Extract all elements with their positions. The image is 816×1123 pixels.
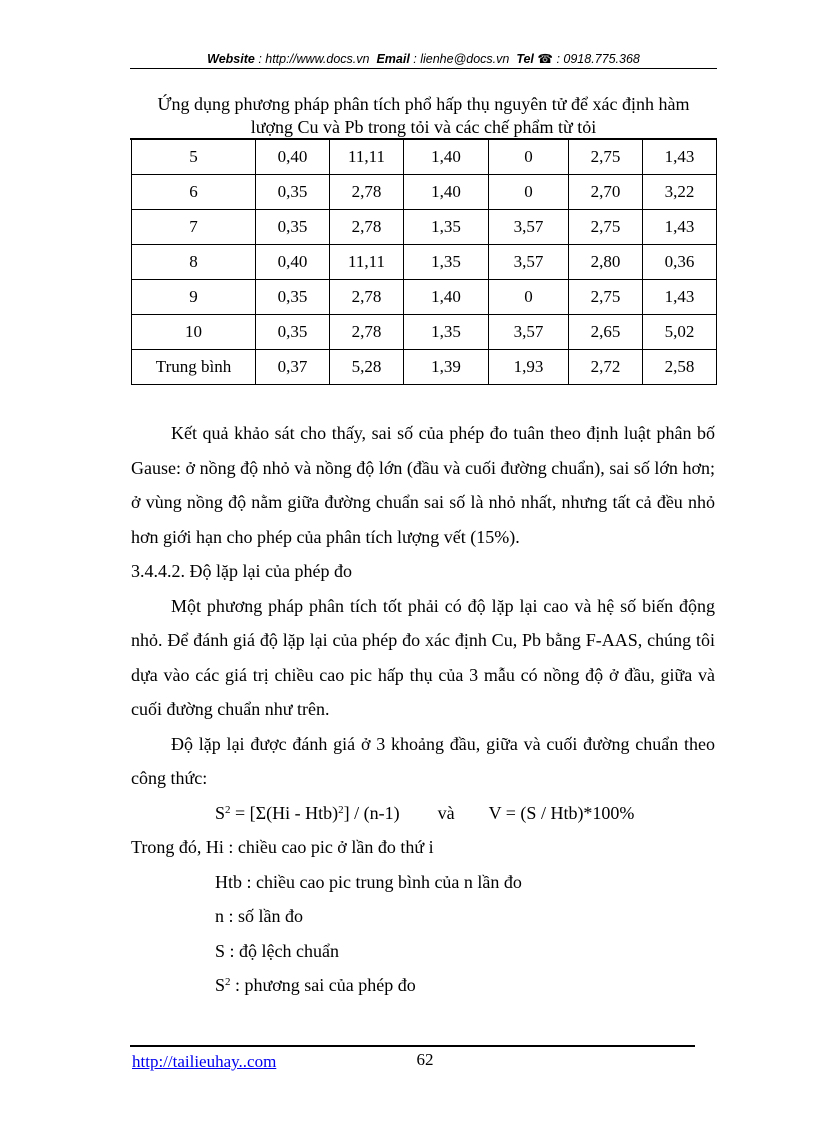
table-cell: 1,35: [404, 315, 489, 350]
formula-and: và: [437, 802, 455, 823]
formula-tail: ] / (n-1): [343, 802, 400, 823]
table-cell: 0,40: [256, 140, 330, 175]
paragraph-results: Kết quả khảo sát cho thấy, sai số của phép đo tuân theo định luật phân bố Gause: ở nồng độ nhỏ và nồng độ lớn (đầu và cuối đường chuẩn), sai số lớn hơn; ở vùng nồng độ nằm giữa đường chuẩn sai số là nhỏ nhất, nhưng tất cả đều nhỏ hơn giới hạn cho phép của phân tích lượng vết (15%).: [131, 423, 715, 547]
table-cell: 2,75: [569, 210, 643, 245]
email-value[interactable]: : lienhe@docs.vn: [413, 52, 510, 66]
formula-line: [131, 796, 715, 831]
def-s2-exponent: 2: [225, 976, 231, 988]
tel-value: : 0918.775.368: [556, 52, 640, 66]
table-cell: 6: [132, 175, 256, 210]
table-cell: 3,57: [489, 315, 569, 350]
def-hi: Hi : chiều cao pic ở lần đo thứ i: [205, 837, 434, 857]
formula-v: V = (S / Htb)*100%: [488, 802, 635, 823]
title-line-2: lượng Cu và Pb trong tỏi và các chế phẩm từ tỏi: [250, 117, 597, 137]
body-text: [131, 416, 715, 1003]
table-cell: 3,22: [643, 175, 717, 210]
table-cell: 2,78: [330, 280, 404, 315]
title-line-1: Ứng dụng phương pháp phân tích phổ hấp thụ nguyên tử để xác định hàm: [157, 94, 690, 114]
table-cell: 0,40: [256, 245, 330, 280]
table-row: [132, 140, 717, 175]
table-cell: 1,35: [404, 245, 489, 280]
def-s2: [131, 968, 715, 1003]
table-cell: Trung bình: [132, 350, 256, 385]
def-s2-text: : phương sai của phép đo: [230, 975, 416, 995]
table-cell: 0,35: [256, 210, 330, 245]
table-cell: 0,35: [256, 280, 330, 315]
table-cell: 0: [489, 280, 569, 315]
table-cell: 0,35: [256, 315, 330, 350]
table-cell: 11,11: [330, 245, 404, 280]
table-cell: 1,43: [643, 280, 717, 315]
def-n: n : số lần đo: [215, 906, 303, 926]
table-cell: 3,57: [489, 210, 569, 245]
table-cell: 11,11: [330, 140, 404, 175]
table-cell: 7: [132, 210, 256, 245]
table-cell: 0: [489, 175, 569, 210]
table-cell: 8: [132, 245, 256, 280]
document-title: [130, 93, 717, 139]
def-s: S : độ lệch chuẩn: [215, 940, 339, 961]
table-cell: 2,58: [643, 350, 717, 385]
where-line: [131, 830, 715, 865]
paragraph-repeatability: Một phương pháp phân tích tốt phải có độ lặp lại cao và hệ số biến động nhỏ. Để đánh giá độ lặp lại của phép đo xác định Cu, Pb bằng F-AAS, chúng tôi dựa vào các giá trị chiều cao pic hấp thụ của 3 mẫu có nồng độ ở đầu, giữa và cuối đường chuẩn như trên.: [131, 595, 715, 719]
footer-link[interactable]: http://tailieuhay..com: [132, 1052, 277, 1071]
formula-rhs: = [Σ(Hi - Htb): [230, 802, 339, 823]
table-cell: 2,70: [569, 175, 643, 210]
table-cell: 2,72: [569, 350, 643, 385]
paragraph-formula-intro: Độ lặp lại được đánh giá ở 3 khoảng đầu, giữa và cuối đường chuẩn theo công thức:: [131, 733, 715, 788]
table-row: [132, 175, 717, 210]
table-cell: 1,93: [489, 350, 569, 385]
table-cell: 2,78: [330, 175, 404, 210]
table-cell: 1,43: [643, 210, 717, 245]
table-cell: 9: [132, 280, 256, 315]
footer-divider: [130, 1045, 695, 1047]
table-cell: 1,40: [404, 140, 489, 175]
where-prefix: Trong đó,: [131, 837, 202, 857]
website-label: Website: [207, 52, 255, 66]
table-cell: 0,35: [256, 175, 330, 210]
table-cell: 2,78: [330, 315, 404, 350]
table-cell: 10: [132, 315, 256, 350]
table-cell: 2,75: [569, 280, 643, 315]
table-cell: 0: [489, 140, 569, 175]
results-table: [131, 139, 717, 385]
results-table-body: [132, 140, 717, 385]
table-row: [132, 210, 717, 245]
table-cell: 3,57: [489, 245, 569, 280]
table-cell: 2,78: [330, 210, 404, 245]
table-row: [132, 245, 717, 280]
table-cell: 1,39: [404, 350, 489, 385]
website-value[interactable]: : http://www.docs.vn: [258, 52, 370, 66]
table-cell: 1,40: [404, 175, 489, 210]
table-cell: 5,28: [330, 350, 404, 385]
section-heading: 3.4.4.2. Độ lặp lại của phép đo: [131, 561, 352, 581]
header-divider: [130, 68, 717, 69]
table-cell: 1,35: [404, 210, 489, 245]
formula-exponent-2: 2: [338, 803, 344, 816]
email-label: Email: [376, 52, 410, 66]
page-number: 62: [416, 1050, 434, 1069]
page-header: [130, 51, 717, 66]
formula-exponent: 2: [225, 803, 231, 816]
tel-label: Tel ☎: [516, 52, 553, 66]
table-cell: 5: [132, 140, 256, 175]
table-cell: 0,37: [256, 350, 330, 385]
table-row: [132, 280, 717, 315]
table-cell: 2,80: [569, 245, 643, 280]
table-row: [132, 315, 717, 350]
table-row: [132, 350, 717, 385]
formula-s: S: [215, 802, 226, 823]
table-cell: 0,36: [643, 245, 717, 280]
table-cell: 2,65: [569, 315, 643, 350]
table-cell: 5,02: [643, 315, 717, 350]
def-htb: Htb : chiều cao pic trung bình của n lần đo: [215, 871, 522, 892]
table-cell: 1,40: [404, 280, 489, 315]
table-cell: 1,43: [643, 140, 717, 175]
def-s2-symbol: S: [215, 975, 226, 995]
table-cell: 2,75: [569, 140, 643, 175]
